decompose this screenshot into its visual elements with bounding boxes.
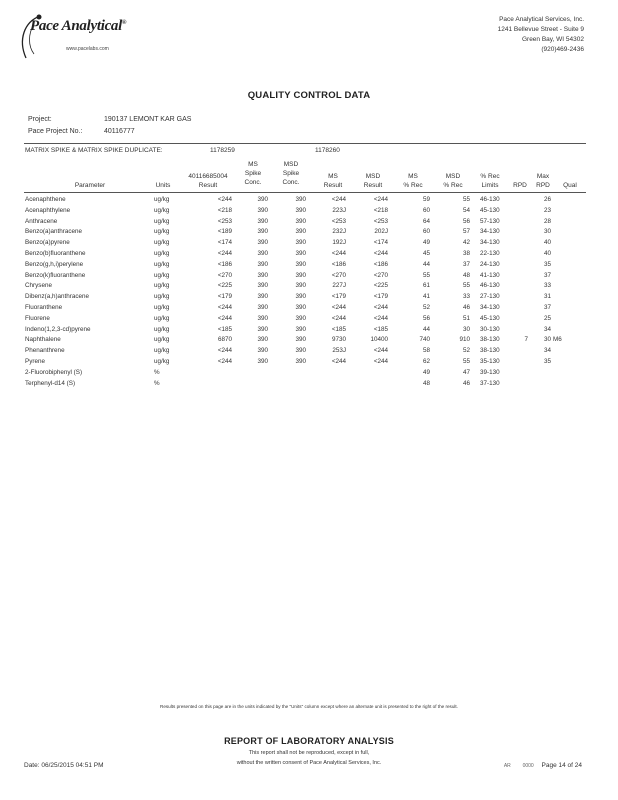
cell-msd-rec: 47 (462, 368, 470, 376)
address-line-1: Pace Analytical Services, Inc. (499, 16, 584, 23)
cell-ms-spike: 390 (257, 206, 268, 214)
cell-msd-spike: 390 (295, 304, 306, 311)
cell-parameter: Benzo(a)anthracene (25, 228, 83, 236)
cell-ms-rec: 49 (422, 239, 430, 247)
col-ms-result: MS Result (323, 173, 343, 189)
cell-max-rpd: 35 (543, 260, 551, 268)
cell-ms-spike: 390 (257, 293, 268, 301)
cell-result: <253 (217, 217, 232, 225)
table-row (0, 336, 618, 347)
cell-msd-rec: 46 (462, 379, 470, 387)
cell-rec-limits: 57-130 (480, 217, 500, 225)
table-row (0, 228, 618, 239)
cell-msd-rec: 30 (462, 325, 470, 333)
cell-msd-spike: 390 (295, 347, 306, 355)
cell-msd-result: <186 (373, 260, 388, 268)
col-qual: Qual (563, 182, 577, 189)
matrix-label: MATRIX SPIKE & MATRIX SPIKE DUPLICATE: (25, 147, 163, 154)
cell-msd-spike: 390 (295, 293, 306, 301)
cell-msd-result: <185 (373, 325, 388, 333)
cell-msd-rec: 55 (462, 196, 470, 203)
cell-max-rpd: 35 (543, 358, 551, 365)
cell-msd-rec: 38 (462, 250, 470, 257)
cell-result: <244 (217, 196, 232, 203)
cell-parameter: Phenanthrene (25, 347, 65, 355)
cell-parameter: 2-Fluorobiphenyl (S) (25, 368, 83, 376)
cell-max-rpd: 34 (543, 347, 551, 355)
cell-max-rpd: 37 (543, 271, 551, 279)
cell-units: ug/kg (154, 260, 170, 268)
cell-parameter: Naphthalene (25, 336, 61, 344)
cell-max-rpd: 28 (543, 217, 551, 225)
cell-max-rpd: 30 (543, 228, 551, 236)
cell-parameter: Benzo(g,h,i)perylene (25, 260, 84, 268)
col-rpd: RPD (513, 182, 527, 189)
cell-rec-limits: 38-130 (480, 336, 500, 344)
cell-msd-result: <244 (373, 250, 388, 257)
col-ms-rec: MS % Rec (403, 173, 423, 189)
table-row (0, 272, 618, 283)
page-title: QUALITY CONTROL DATA (247, 90, 371, 101)
cell-msd-result: 10400 (370, 336, 388, 344)
col-ms-spike: MS Spike Conc. (244, 161, 262, 186)
cell-ms-rec: 49 (422, 368, 430, 376)
cell-result: <186 (217, 260, 232, 268)
cell-msd-result: <244 (373, 347, 388, 355)
cell-msd-rec: 57 (462, 228, 470, 236)
address-line-4: (920)469-2436 (541, 46, 584, 53)
cell-msd-result: 202J (374, 228, 388, 236)
report-disclaimer-1: This report shall not be reproduced, except in full, (248, 750, 370, 756)
logo-text: Pace Analytical® (30, 18, 127, 34)
cell-parameter: Chrysene (25, 282, 52, 290)
table-row (0, 261, 618, 272)
cell-rec-limits: 34-130 (480, 228, 500, 236)
cell-ms-rec: 740 (419, 336, 430, 344)
cell-ms-result: 9730 (331, 336, 346, 344)
cell-parameter: Anthracene (25, 217, 58, 225)
company-address (498, 15, 584, 55)
cell-parameter: Benzo(b)fluoranthene (25, 250, 86, 257)
table-row (0, 282, 618, 293)
cell-units: ug/kg (154, 347, 170, 355)
cell-msd-result: <174 (373, 239, 388, 247)
cell-msd-result: <253 (373, 217, 388, 225)
cell-max-rpd: 34 (543, 325, 551, 333)
cell-msd-rec: 54 (462, 206, 470, 214)
report-disclaimer-2: without the written consent of Pace Analytical Services, Inc. (236, 760, 382, 766)
cell-msd-spike: 390 (295, 196, 306, 203)
cell-result: <244 (217, 250, 232, 257)
cell-max-rpd: 33 (543, 282, 551, 290)
cell-parameter: Benzo(a)pyrene (25, 239, 70, 247)
cell-max-rpd: 31 (543, 293, 551, 301)
cell-ms-spike: 390 (257, 336, 268, 344)
cell-msd-rec: 33 (462, 293, 470, 301)
logo-url: www.pacelabs.com (66, 46, 109, 52)
cell-result: <244 (217, 314, 232, 322)
table-row (0, 196, 618, 207)
cell-msd-rec: 56 (462, 217, 470, 225)
cell-units: ug/kg (154, 239, 170, 247)
cell-ms-spike: 390 (257, 358, 268, 365)
cell-units: % (154, 379, 160, 387)
cell-max-rpd: 37 (543, 304, 551, 311)
col-msd-result: MSD Result (363, 173, 383, 189)
cell-ms-rec: 48 (422, 379, 430, 387)
table-row (0, 239, 618, 250)
cell-units: ug/kg (154, 271, 170, 279)
cell-result: <174 (217, 239, 232, 247)
cell-ms-result: <270 (331, 271, 346, 279)
cell-ms-result: <244 (331, 250, 346, 257)
cell-msd-spike: 390 (295, 206, 306, 214)
cell-msd-rec: 51 (462, 314, 470, 322)
cell-result: <270 (217, 271, 232, 279)
cell-result: <218 (217, 206, 232, 214)
cell-msd-result: <179 (373, 293, 388, 301)
cell-ms-spike: 390 (257, 304, 268, 311)
cell-parameter: Fluoranthene (25, 304, 63, 311)
cell-msd-spike: 390 (295, 336, 306, 344)
cell-ms-result: <244 (331, 304, 346, 311)
cell-qual: M6 (553, 336, 562, 344)
cell-rec-limits: 30-130 (480, 325, 500, 333)
cell-parameter: Terphenyl-d14 (S) (25, 379, 76, 387)
cell-ms-result: <179 (331, 293, 346, 301)
cell-msd-spike: 390 (295, 239, 306, 247)
cell-msd-spike: 390 (295, 271, 306, 279)
cell-result: <185 (217, 325, 232, 333)
cell-ms-rec: 52 (422, 304, 430, 311)
cell-msd-spike: 390 (295, 314, 306, 322)
cell-rec-limits: 22-130 (480, 250, 500, 257)
col-units: Units (155, 182, 171, 189)
cell-units: ug/kg (154, 196, 170, 203)
page-footer (504, 762, 582, 769)
pace-project-label: Pace Project No.: (28, 128, 83, 135)
cell-max-rpd: 30 (543, 336, 551, 344)
cell-ms-spike: 390 (257, 239, 268, 247)
cell-max-rpd: 23 (543, 206, 551, 214)
cell-rec-limits: 41-130 (480, 271, 500, 279)
cell-result: 6870 (217, 336, 232, 344)
table-row (0, 315, 618, 326)
cell-msd-rec: 910 (459, 336, 470, 344)
table-row (0, 380, 618, 391)
cell-ms-rec: 64 (422, 217, 430, 225)
cell-ms-result: 223J (332, 206, 346, 214)
matrix-spike-header (25, 147, 340, 154)
cell-ms-rec: 44 (422, 325, 430, 333)
cell-parameter: Pyrene (25, 358, 45, 365)
cell-ms-result: 227J (332, 282, 346, 290)
cell-rec-limits: 24-130 (480, 260, 500, 268)
cell-ms-spike: 390 (257, 260, 268, 268)
cell-parameter: Acenaphthene (25, 196, 66, 203)
cell-msd-result: <244 (373, 358, 388, 365)
page-number: Page 14 of 24 (541, 762, 582, 769)
col-parameter: Parameter (74, 182, 106, 189)
cell-ms-rec: 56 (422, 314, 430, 322)
cell-msd-rec: 52 (462, 347, 470, 355)
cell-ms-rec: 41 (422, 293, 430, 301)
cell-ms-rec: 45 (422, 250, 430, 257)
cell-units: ug/kg (154, 293, 170, 301)
cell-ms-result: 253J (332, 347, 346, 355)
cell-msd-spike: 390 (295, 228, 306, 236)
cell-msd-rec: 42 (462, 239, 470, 247)
cell-rec-limits: 37-130 (480, 379, 500, 387)
header-divider (24, 192, 586, 193)
cell-ms-spike: 390 (257, 250, 268, 257)
cell-ms-result: <185 (331, 325, 346, 333)
units-footnote: Results presented on this page are in the units indicated by the "Units" column except where an alternate unit is presented to the right of the result. (160, 704, 458, 709)
cell-msd-spike: 390 (295, 325, 306, 333)
cell-rec-limits: 34-130 (480, 239, 500, 247)
cell-msd-rec: 48 (462, 271, 470, 279)
table-row (0, 293, 618, 304)
cell-rec-limits: 34-130 (480, 304, 500, 311)
cell-max-rpd: 26 (543, 196, 551, 203)
cell-units: ug/kg (154, 336, 170, 344)
cell-ms-result: <186 (331, 260, 346, 268)
cell-units: ug/kg (154, 304, 170, 311)
table-row (0, 250, 618, 261)
address-line-2: 1241 Bellevue Street - Suite 9 (497, 26, 584, 33)
cell-msd-rec: 37 (462, 260, 470, 268)
cell-ms-result: <244 (331, 358, 346, 365)
cell-ms-rec: 60 (422, 206, 430, 214)
cell-rec-limits: 35-130 (480, 358, 500, 365)
ms-id: 1178259 (210, 147, 235, 154)
cell-msd-spike: 390 (295, 250, 306, 257)
cell-units: ug/kg (154, 228, 170, 236)
cell-units: ug/kg (154, 282, 170, 290)
cell-msd-result: <218 (373, 206, 388, 214)
cell-ms-spike: 390 (257, 217, 268, 225)
col-result: Result (198, 182, 218, 189)
address-line-3: Green Bay, WI 54302 (521, 36, 584, 43)
cell-parameter: Indeno(1,2,3-cd)pyrene (25, 325, 91, 333)
cell-units: ug/kg (154, 325, 170, 333)
cell-parameter: Acenaphthylene (25, 206, 71, 214)
cell-max-rpd: 25 (543, 314, 551, 322)
cell-units: ug/kg (154, 206, 170, 214)
cell-result: <179 (217, 293, 232, 301)
cell-ms-result: <244 (331, 314, 346, 322)
cell-msd-result: <225 (373, 282, 388, 290)
cell-msd-rec: 46 (462, 304, 470, 311)
table-row (0, 207, 618, 218)
col-msd-spike: MSD Spike Conc. (282, 161, 300, 186)
cell-rec-limits: 27-130 (480, 293, 500, 301)
cell-max-rpd: 40 (543, 250, 551, 257)
cell-msd-spike: 390 (295, 358, 306, 365)
cell-msd-spike: 390 (295, 217, 306, 225)
cell-msd-result: <270 (373, 271, 388, 279)
table-row (0, 369, 618, 380)
cell-result: <244 (217, 358, 232, 365)
col-sample-id: 40116685004 (188, 173, 228, 180)
cell-ms-result: <253 (331, 217, 346, 225)
col-msd-rec: MSD % Rec (443, 173, 463, 189)
table-row (0, 326, 618, 337)
project-label: Project: (28, 116, 52, 123)
cell-result: <189 (217, 228, 232, 236)
cell-result: <244 (217, 347, 232, 355)
table-row (0, 304, 618, 315)
cell-rec-limits: 39-130 (480, 368, 500, 376)
report-date: Date: 06/25/2015 04:51 PM (24, 762, 104, 769)
footer-mark: AR (503, 763, 511, 769)
cell-units: ug/kg (154, 250, 170, 257)
cell-rpd: 7 (524, 336, 528, 344)
footer-mark-2: 0000 (522, 763, 534, 769)
cell-msd-result: <244 (373, 314, 388, 322)
cell-rec-limits: 46-130 (480, 196, 500, 203)
cell-ms-spike: 390 (257, 196, 268, 203)
cell-ms-spike: 390 (257, 314, 268, 322)
cell-rec-limits: 46-130 (480, 282, 500, 290)
table-row (0, 358, 618, 369)
cell-units: ug/kg (154, 314, 170, 322)
table-row (0, 347, 618, 358)
cell-units: % (154, 368, 160, 376)
cell-parameter: Dibenz(a,h)anthracene (25, 293, 90, 301)
cell-msd-rec: 55 (462, 282, 470, 290)
cell-rec-limits: 45-130 (480, 206, 500, 214)
cell-rec-limits: 45-130 (480, 314, 500, 322)
cell-ms-spike: 390 (257, 325, 268, 333)
cell-ms-rec: 55 (422, 271, 430, 279)
cell-parameter: Fluorene (25, 314, 50, 322)
cell-max-rpd: 40 (543, 239, 551, 247)
cell-units: ug/kg (154, 217, 170, 225)
pace-project-value: 40116777 (104, 128, 135, 135)
cell-result: <225 (217, 282, 232, 290)
cell-msd-rec: 55 (462, 358, 470, 365)
cell-msd-spike: 390 (295, 260, 306, 268)
msd-id: 1178260 (315, 147, 340, 154)
col-rec-limits: % Rec Limits (480, 173, 500, 189)
table-row (0, 218, 618, 229)
cell-ms-result: 232J (332, 228, 346, 236)
cell-ms-rec: 44 (422, 260, 430, 268)
cell-result: <244 (217, 304, 232, 311)
cell-ms-rec: 60 (422, 228, 430, 236)
cell-ms-rec: 61 (422, 282, 430, 290)
report-title: REPORT OF LABORATORY ANALYSIS (224, 736, 394, 746)
qc-data-table (0, 196, 618, 396)
cell-msd-spike: 390 (295, 282, 306, 290)
cell-ms-spike: 390 (257, 282, 268, 290)
cell-ms-spike: 390 (257, 228, 268, 236)
cell-parameter: Benzo(k)fluoranthene (25, 271, 86, 279)
cell-ms-rec: 62 (422, 358, 430, 365)
cell-ms-spike: 390 (257, 271, 268, 279)
col-max-rpd: Max RPD (536, 173, 550, 189)
project-value: 190137 LEMONT KAR GAS (104, 116, 192, 123)
cell-ms-rec: 59 (422, 196, 430, 203)
divider (24, 143, 586, 144)
cell-msd-result: <244 (373, 196, 388, 203)
cell-msd-result: <244 (373, 304, 388, 311)
cell-ms-spike: 390 (257, 347, 268, 355)
cell-units: ug/kg (154, 358, 170, 365)
cell-rec-limits: 38-130 (480, 347, 500, 355)
cell-ms-result: 192J (332, 239, 346, 247)
cell-ms-rec: 58 (422, 347, 430, 355)
cell-ms-result: <244 (331, 196, 346, 203)
